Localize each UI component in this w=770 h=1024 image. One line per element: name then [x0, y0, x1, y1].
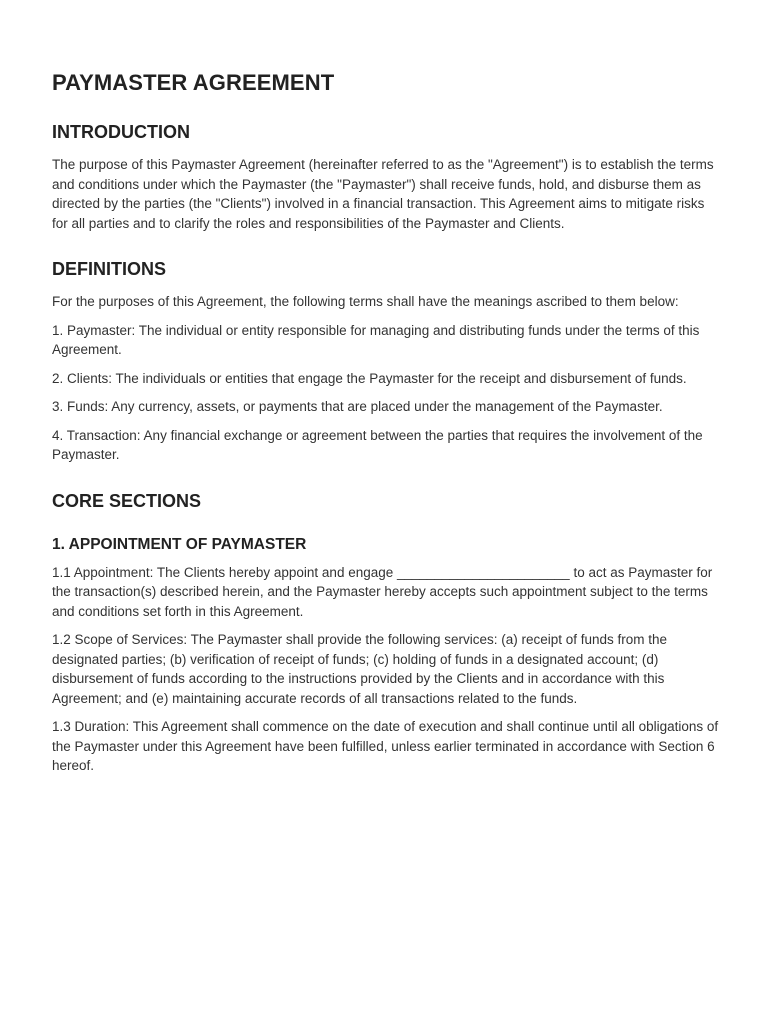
introduction-paragraph: The purpose of this Paymaster Agreement (hereinafter referred to as the "Agreement") is to establish the terms and conditions under which the Paymaster (the "Paymaster") shall receive funds, hold, and disburse them as directed by the parties (the "Clients") involved in a financial transaction. This Agreement aims to mitigate risks for all parties and to clarify the roles and responsibilities of the Paymaster and Clients. [52, 157, 714, 231]
definitions-section [52, 259, 720, 465]
document-title: PAYMASTER AGREEMENT [52, 70, 335, 95]
definitions-heading: DEFINITIONS [52, 259, 167, 279]
introduction-heading: INTRODUCTION [52, 122, 190, 142]
core-sections [52, 491, 720, 776]
definition-item-paymaster: 1. Paymaster: The individual or entity responsible for managing and distributing funds under the terms of this Agreement. [52, 322, 700, 357]
introduction-section [52, 122, 720, 233]
appointment-subsection [52, 536, 720, 776]
core-sections-heading: CORE SECTIONS [52, 490, 202, 511]
clause-1-3: 1.3 Duration: This Agreement shall commence on the date of execution and shall continue until all obligations of the Paymaster under this Agreement have been fulfilled, unless earlier terminated in accordance with Section 6 hereof. [52, 719, 719, 773]
clause-1-1: 1.1 Appointment: The Clients hereby appoint and engage _______________________ to act as Paymaster for the transaction(s) described herein, and the Paymaster hereby accepts such appointment subject to the terms and conditions set forth in this Agreement. [52, 564, 713, 619]
definition-item-transaction: 4. Transaction: Any financial exchange or agreement between the parties that requires the involvement of the Paymaster. [52, 427, 703, 462]
definition-item-funds: 3. Funds: Any currency, assets, or payments that are placed under the management of the Paymaster. [52, 399, 663, 414]
definitions-intro: For the purposes of this Agreement, the following terms shall have the meanings ascribed to them below: [52, 294, 679, 309]
definition-item-clients: 2. Clients: The individuals or entities that engage the Paymaster for the receipt and disbursement of funds. [52, 370, 687, 386]
clause-1-2: 1.2 Scope of Services: The Paymaster shall provide the following services: (a) receipt of funds from the designated parties; (b) verification of receipt of funds; (c) holding of funds in a designated account; (d) disbursement of funds according to the instructions provided by the Clients and in accordance with this Agreement; and (e) maintaining accurate records of all transactions related to the funds. [52, 632, 668, 706]
appointment-heading: 1. APPOINTMENT OF PAYMASTER [52, 535, 307, 553]
